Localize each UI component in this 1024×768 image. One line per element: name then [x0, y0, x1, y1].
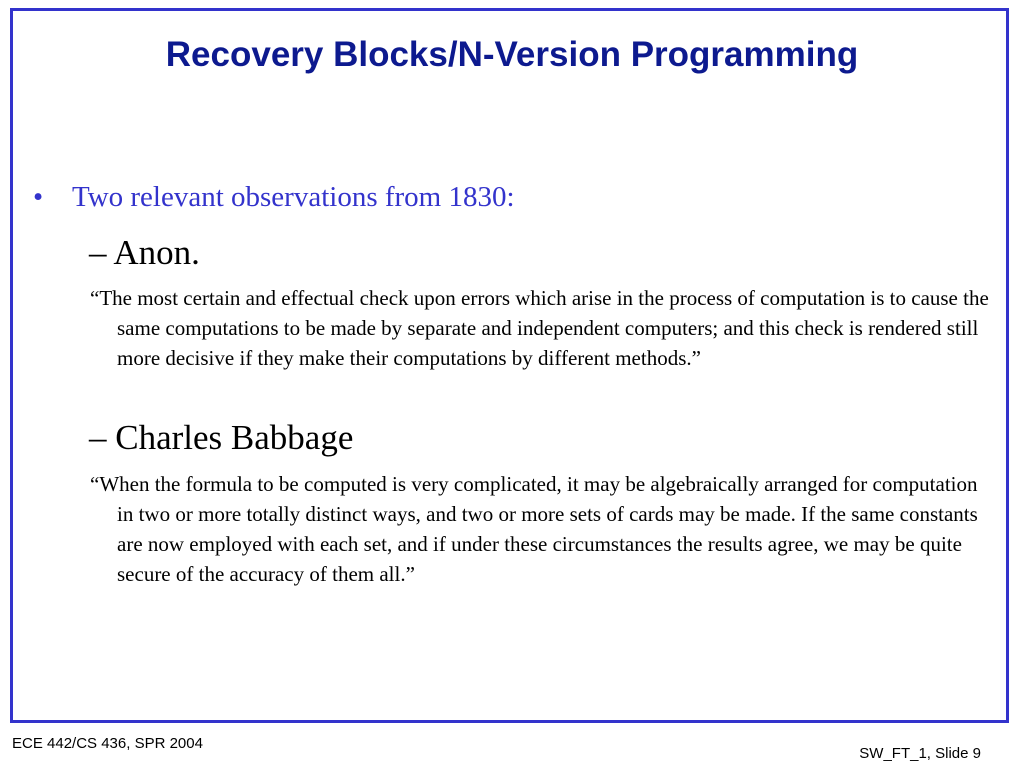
bullet-marker: •	[33, 181, 44, 213]
sub-heading-babbage: – Charles Babbage	[89, 418, 354, 457]
bullet-item	[33, 178, 515, 216]
bullet-text: Two relevant observations from 1830:	[72, 181, 515, 213]
sub-heading-anon: – Anon.	[89, 233, 200, 272]
footer-slide-ref: SW_FT_1, Slide 9	[859, 745, 981, 762]
quote-babbage: “When the formula to be computed is very complicated, it may be algebraically arranged for computation in two or more totally distinct ways, and two or more sets of cards may be made. If the same constants are now employed with each set, and if under these circumstances the results agree, we may be quite secure of the accuracy of them all.”	[90, 472, 978, 586]
quote-anon: “The most certain and effectual check upon errors which arise in the process of computation is to cause the same computations to be made by separate and independent computers; and this check is rendered still more decisive if they make their computations by different methods.”	[90, 286, 989, 370]
slide-title: Recovery Blocks/N-Version Programming	[165, 35, 859, 74]
footer-course: ECE 442/CS 436, SPR 2004	[12, 735, 203, 752]
